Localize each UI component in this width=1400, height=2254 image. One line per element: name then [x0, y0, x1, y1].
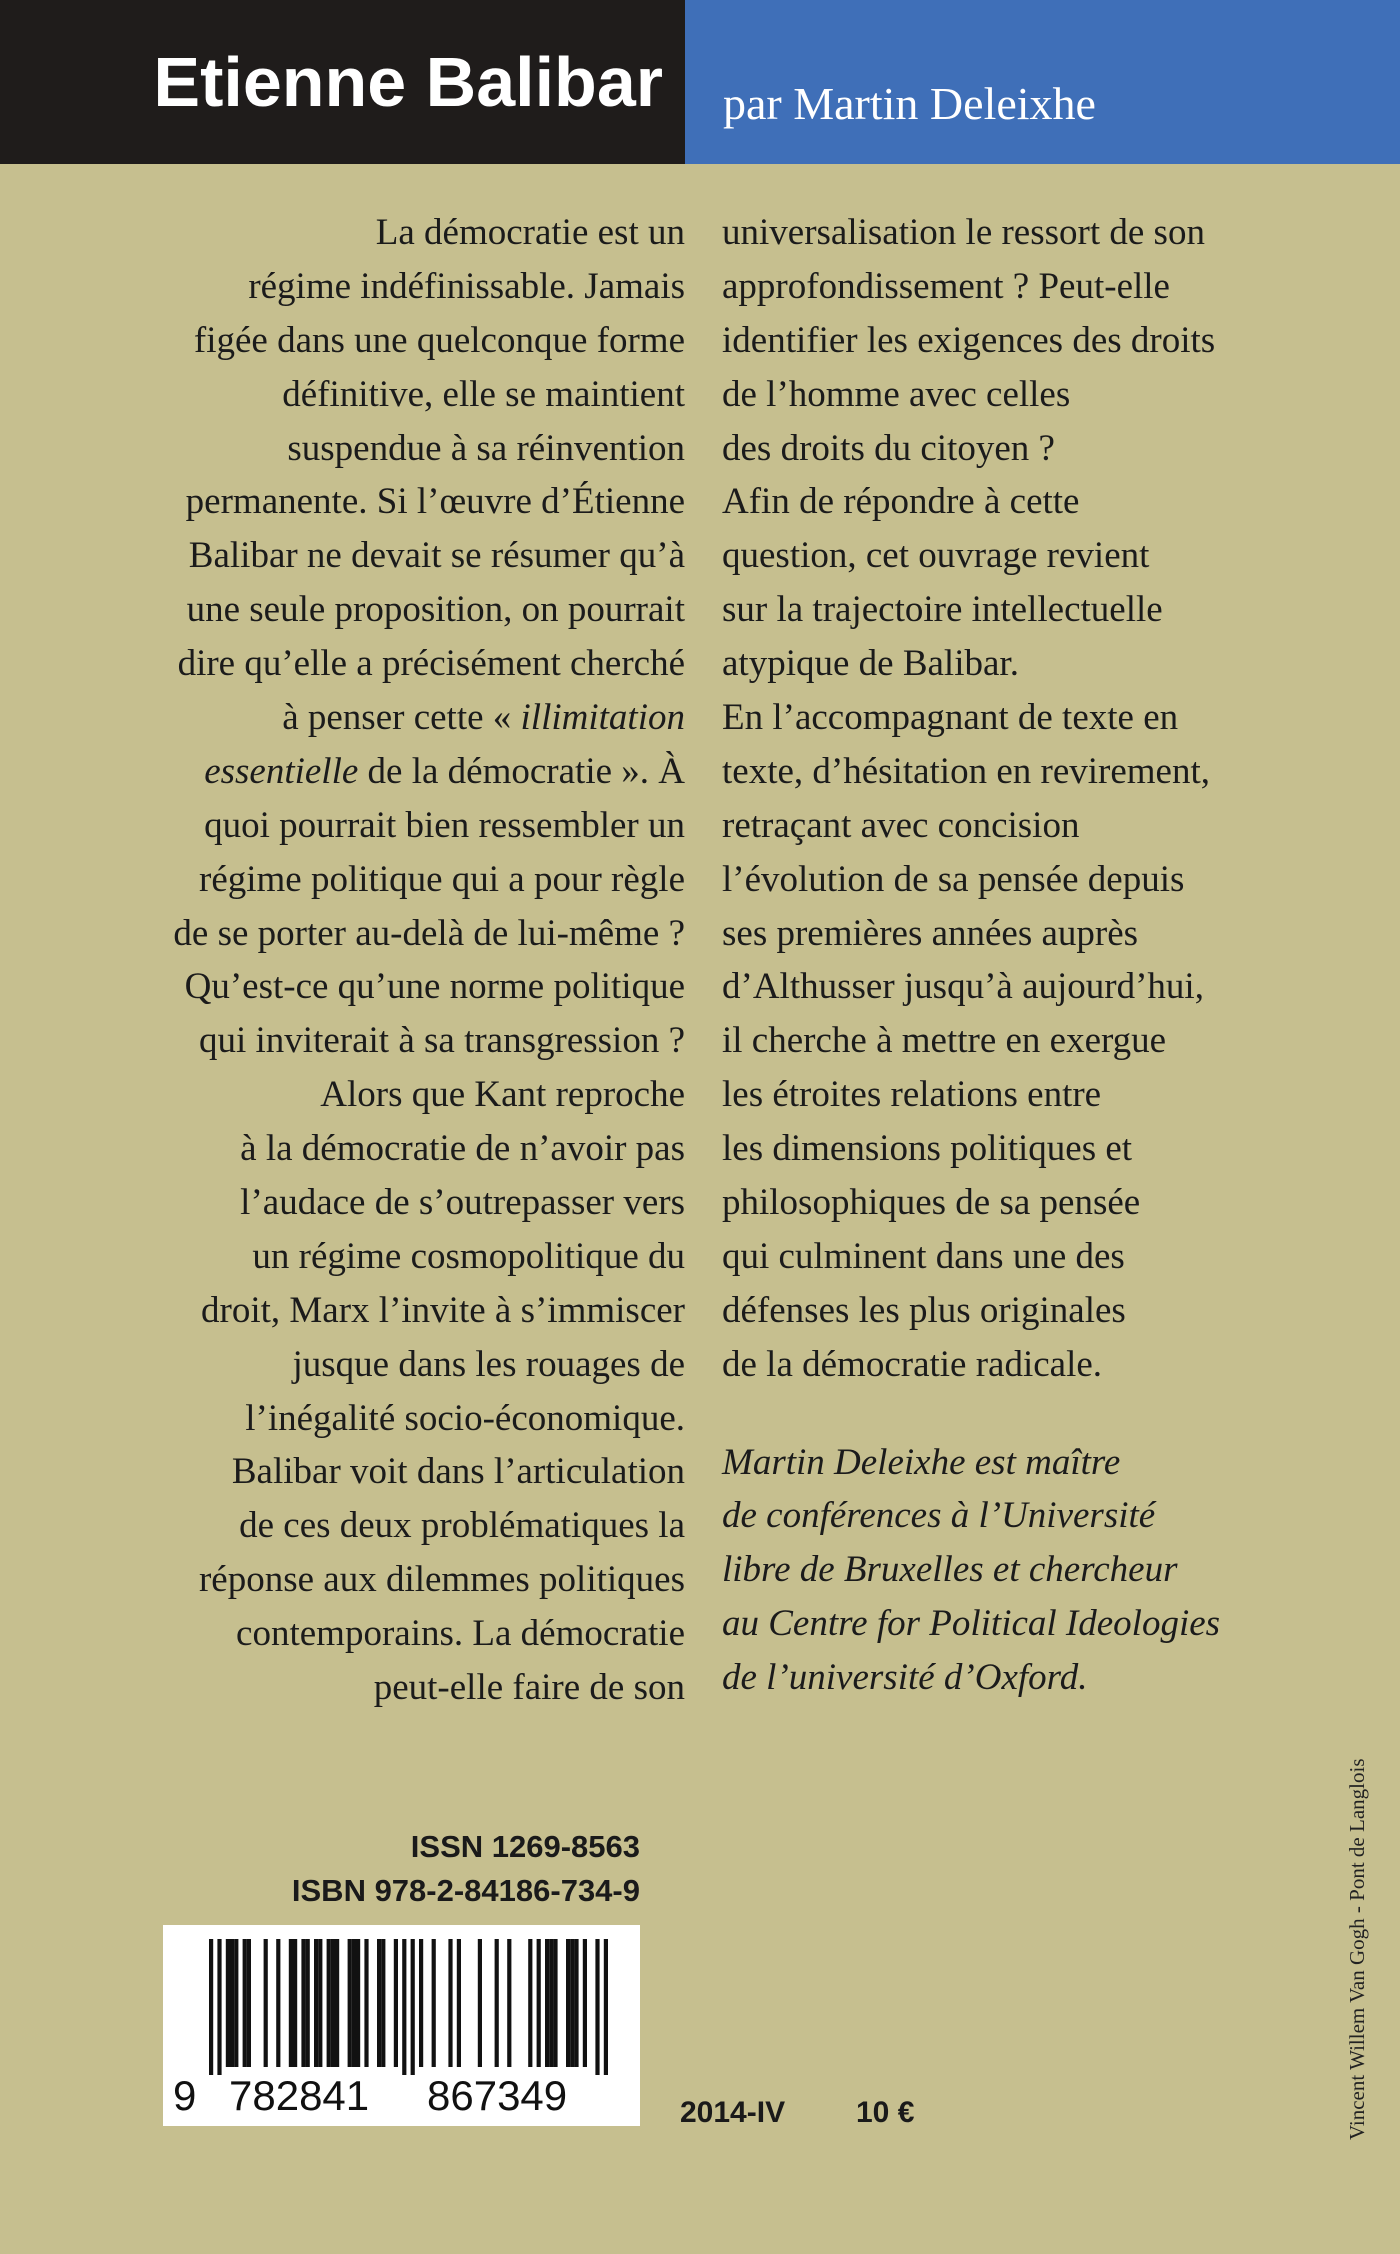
- text-line: atypique de Balibar.: [722, 643, 1019, 685]
- text-line: quoi pourrait bien ressembler un: [204, 804, 685, 846]
- barcode-digit-first: 9: [173, 2072, 197, 2119]
- text-line: texte, d’hésitation en revirement,: [722, 750, 1211, 792]
- text-line: retraçant avec concision: [722, 804, 1080, 846]
- barcode-bar: [448, 1939, 452, 2067]
- text-line: droit, Marx l’invite à s’immiscer: [201, 1289, 685, 1331]
- barcode-bar: [537, 1939, 541, 2067]
- bio-line: de l’université d’Oxford.: [722, 1657, 1088, 1699]
- barcode-bar: [234, 1939, 238, 2067]
- text-line: régime indéfinissable. Jamais: [248, 265, 685, 307]
- cover-byline: par Martin Deleixhe: [685, 0, 1400, 164]
- barcode-bar: [230, 1939, 234, 2067]
- text-line: les dimensions politiques et: [722, 1128, 1133, 1170]
- barcode-bar: [306, 1939, 310, 2067]
- text-line: il cherche à mettre en exergue: [722, 1020, 1167, 1062]
- author-bio: [722, 1436, 1322, 1705]
- barcode-bar: [364, 1939, 368, 2067]
- text-line: dire qu’elle a précisément cherché: [177, 643, 685, 685]
- barcode-bar: [243, 1939, 247, 2067]
- text-line: à la démocratie de n’avoir pas: [240, 1128, 685, 1170]
- text-line: Alors que Kant reproche: [320, 1074, 685, 1116]
- barcode-bar: [331, 1939, 335, 2067]
- barcode-bar: [394, 1939, 398, 2067]
- text-line: qui culminent dans une des: [722, 1235, 1125, 1277]
- barcode-bar: [264, 1939, 268, 2067]
- barcode-bar: [314, 1939, 318, 2067]
- text-line: réponse aux dilemmes politiques: [198, 1559, 685, 1601]
- barcode-bar: [507, 1939, 511, 2067]
- text-line: de ces deux problématiques la: [239, 1505, 685, 1547]
- barcode-bar: [549, 1939, 553, 2067]
- text-line: défenses les plus originales: [722, 1289, 1126, 1331]
- barcode-bar: [570, 1939, 574, 2067]
- bio-line: libre de Bruxelles et chercheur: [722, 1549, 1178, 1591]
- barcode-bar: [335, 1939, 339, 2067]
- text-line: La démocratie est un: [375, 212, 685, 253]
- text-line: d’Althusser jusqu’à aujourd’hui,: [722, 966, 1204, 1008]
- barcode-digits-group1: 782841: [229, 2072, 370, 2119]
- barcode-bar: [595, 1939, 599, 2075]
- text-line: identifier les exigences des droits: [722, 319, 1216, 361]
- barcode-bar: [402, 1939, 406, 2075]
- text-line: définitive, elle se maintient: [282, 373, 685, 415]
- barcode-bar: [419, 1939, 423, 2067]
- text-line: figée dans une quelconque forme: [193, 319, 685, 361]
- text-line: contemporains. La démocratie: [236, 1613, 685, 1655]
- blurb-left-column: [110, 206, 685, 1715]
- text-line: une seule proposition, on pourrait: [186, 589, 685, 631]
- barcode-bar: [348, 1939, 352, 2067]
- barcode-bar: [574, 1939, 578, 2067]
- text-line: à penser cette « illimitation: [282, 697, 685, 739]
- text-line: En l’accompagnant de texte en: [722, 697, 1179, 739]
- barcode-bar: [356, 1939, 360, 2067]
- cover-title: Etienne Balibar: [0, 0, 685, 164]
- barcode-bar: [553, 1939, 557, 2067]
- text-line: l’évolution de sa pensée depuis: [722, 858, 1185, 900]
- text-line: philosophiques de sa pensée: [722, 1182, 1141, 1224]
- barcode-bar: [528, 1939, 532, 2067]
- text-line: des droits du citoyen ?: [722, 427, 1055, 469]
- text-line: jusque dans les rouages de: [292, 1343, 685, 1385]
- text-line: de la démocratie radicale.: [722, 1343, 1103, 1385]
- blurb-right-column: [722, 206, 1322, 1705]
- issue-number: 2014-IV: [680, 2096, 786, 2129]
- isbn-number: ISBN 978-2-84186-734-9: [291, 1873, 640, 1908]
- barcode-bar: [495, 1939, 499, 2067]
- text-line: Balibar ne devait se résumer qu’à: [188, 535, 685, 577]
- barcode-bar: [276, 1939, 280, 2067]
- text-line: l’audace de s’outrepasser vers: [240, 1182, 685, 1224]
- text-line: universalisation le ressort de son: [722, 212, 1205, 253]
- barcode-bar: [566, 1939, 570, 2067]
- text-line: les étroites relations entre: [722, 1074, 1102, 1116]
- barcode-bar: [247, 1939, 251, 2067]
- barcode-bar: [478, 1939, 482, 2067]
- barcode-bar: [289, 1939, 293, 2067]
- barcode-bar: [545, 1939, 549, 2067]
- cover-image-credit: Vincent Willem Van Gogh - Pont de Langlois: [1345, 1758, 1369, 2140]
- barcode-bar: [457, 1939, 461, 2067]
- barcode: [163, 1925, 640, 2126]
- barcode-digits-group2: 867349: [427, 2072, 568, 2119]
- barcode-bar: [381, 1939, 385, 2067]
- barcode-bar: [226, 1939, 230, 2067]
- text-line: Qu’est-ce qu’une norme politique: [184, 966, 685, 1008]
- barcode-bar: [377, 1939, 381, 2067]
- barcode-bar: [301, 1939, 305, 2067]
- barcode-bar: [352, 1939, 356, 2067]
- text-line: de l’homme avec celles: [722, 373, 1071, 415]
- barcode-bar: [604, 1939, 608, 2075]
- barcode-bar: [432, 1939, 436, 2067]
- bio-line: de conférences à l’Université: [722, 1495, 1156, 1537]
- barcode-bar: [327, 1939, 331, 2067]
- text-line: essentielle de la démocratie ». À: [204, 750, 685, 792]
- text-line: ses premières années auprès: [722, 912, 1139, 954]
- barcode-bar: [411, 1939, 415, 2075]
- text-line: qui inviterait à sa transgression ?: [198, 1020, 685, 1062]
- text-line: approfondissement ? Peut-elle: [722, 265, 1170, 307]
- text-line: sur la trajectoire intellectuelle: [722, 589, 1163, 631]
- barcode-bar: [583, 1939, 587, 2067]
- barcode-bar: [318, 1939, 322, 2067]
- text-line: Balibar voit dans l’articulation: [231, 1451, 685, 1493]
- bio-line: au Centre for Political Ideologies: [722, 1603, 1221, 1645]
- text-line: régime politique qui a pour règle: [199, 858, 685, 900]
- issn-number: ISSN 1269-8563: [410, 1829, 640, 1864]
- text-line: peut-elle faire de son: [373, 1667, 685, 1709]
- barcode-bars: [163, 1925, 640, 2075]
- text-line: de se porter au-delà de lui-même ?: [173, 912, 685, 954]
- barcode-bar: [217, 1939, 221, 2075]
- barcode-bar: [293, 1939, 297, 2067]
- text-line: Afin de répondre à cette: [722, 481, 1080, 523]
- barcode-bar: [209, 1939, 213, 2075]
- price: 10 €: [856, 2096, 915, 2129]
- bio-line: Martin Deleixhe est maître: [722, 1441, 1121, 1483]
- text-line: l’inégalité socio-économique.: [245, 1397, 685, 1439]
- text-line: question, cet ouvrage revient: [722, 535, 1150, 577]
- text-line: permanente. Si l’œuvre d’Étienne: [185, 481, 685, 523]
- text-line: un régime cosmopolitique du: [252, 1235, 685, 1277]
- text-line: suspendue à sa réinvention: [287, 427, 685, 469]
